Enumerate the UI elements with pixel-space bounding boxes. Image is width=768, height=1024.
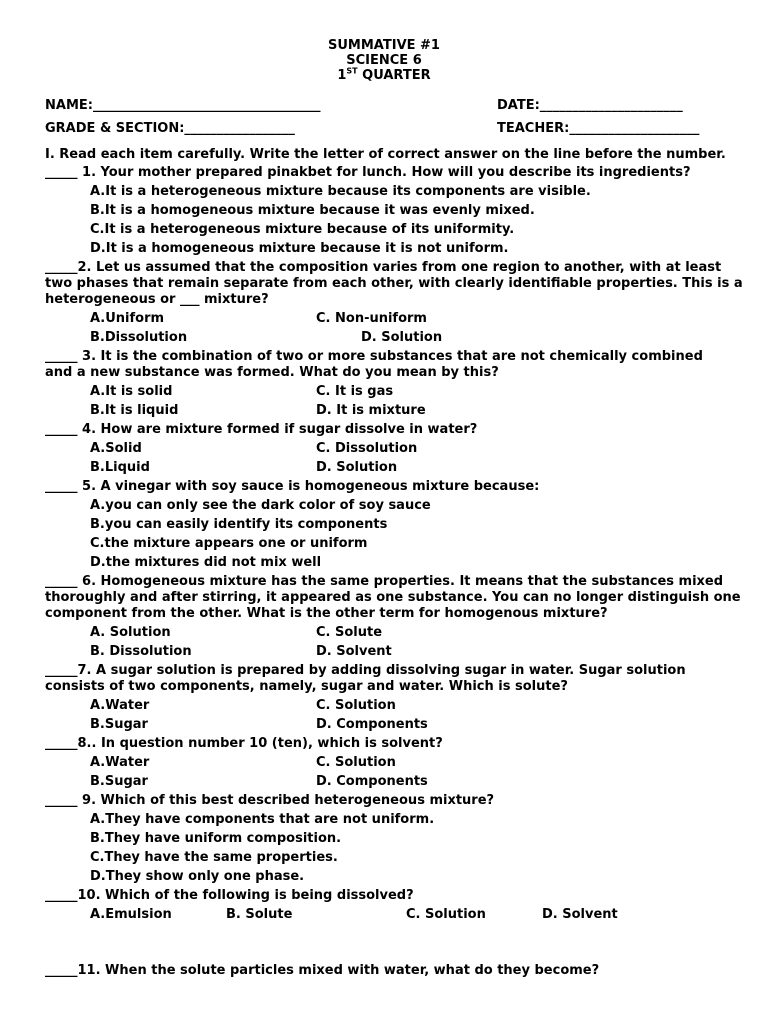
q6-stem-line3: component from the other. What is the other term for homogenous mixture? bbox=[45, 606, 608, 621]
q3-choice-b: B.It is liquid bbox=[90, 403, 179, 418]
q9-choice-a: A.They have components that are not uniform. bbox=[90, 812, 435, 827]
q2-choice-c: C. Non-uniform bbox=[316, 311, 427, 326]
q7-choice-c: C. Solution bbox=[316, 698, 396, 713]
instruction: I. Read each item carefully. Write the letter of correct answer on the line before the number. bbox=[45, 147, 726, 162]
q2-stem-line2: two phases that remain separate from each other, with clearly identifiable properties. This is a bbox=[45, 276, 743, 291]
q10-choice-d: D. Solvent bbox=[542, 907, 618, 922]
grade-section-field[interactable]: GRADE & SECTION:_________________ bbox=[45, 121, 295, 136]
q8-stem: _____8.. In question number 10 (ten), which is solvent? bbox=[45, 736, 443, 751]
q6-choice-d: D. Solvent bbox=[316, 644, 392, 659]
q1-choice-b: B.It is a homogeneous mixture because it was evenly mixed. bbox=[90, 203, 535, 218]
q8-choice-d: D. Components bbox=[316, 774, 428, 789]
q4-choice-d: D. Solution bbox=[316, 460, 398, 475]
q9-stem: _____ 9. Which of this best described heterogeneous mixture? bbox=[45, 793, 495, 808]
q2-choice-d: D. Solution bbox=[361, 330, 443, 345]
q7-choice-a: A.Water bbox=[90, 698, 150, 713]
q2-stem-line1: _____2. Let us assumed that the composition varies from one region to another, with at least bbox=[45, 260, 722, 275]
q5-choice-b: B.you can easily identify its components bbox=[90, 517, 388, 532]
q10-choice-a: A.Emulsion bbox=[90, 907, 172, 922]
q1-choice-a: A.It is a heterogeneous mixture because its components are visible. bbox=[90, 184, 591, 199]
q10-stem: _____10. Which of the following is being dissolved? bbox=[45, 888, 414, 903]
q4-choice-c: C. Dissolution bbox=[316, 441, 418, 456]
exam-title: SUMMATIVE #1 bbox=[328, 38, 440, 53]
quarter-superscript: ST bbox=[346, 66, 358, 76]
q1-stem: _____ 1. Your mother prepared pinakbet for lunch. How will you describe its ingredients? bbox=[45, 165, 691, 180]
q3-choice-c: C. It is gas bbox=[316, 384, 394, 399]
q9-choice-c: C.They have the same properties. bbox=[90, 850, 338, 865]
q6-stem-line2: thoroughly and after stirring, it appeared as one substance. You can no longer distinguish one bbox=[45, 590, 741, 605]
name-field[interactable]: NAME:___________________________________ bbox=[45, 98, 321, 113]
q11-stem: _____11. When the solute particles mixed with water, what do they become? bbox=[45, 963, 600, 978]
q10-choice-b: B. Solute bbox=[226, 907, 293, 922]
q7-stem-line1: _____7. A sugar solution is prepared by adding dissolving sugar in water. Sugar solution bbox=[45, 663, 686, 678]
q3-choice-a: A.It is solid bbox=[90, 384, 173, 399]
exam-subject: SCIENCE 6 bbox=[346, 53, 422, 68]
q5-stem: _____ 5. A vinegar with soy sauce is homogeneous mixture because: bbox=[45, 479, 540, 494]
q2-stem-line3: heterogeneous or ___ mixture? bbox=[45, 292, 269, 307]
q1-choice-d: D.It is a homogeneous mixture because it is not uniform. bbox=[90, 241, 509, 256]
q8-choice-c: C. Solution bbox=[316, 755, 396, 770]
q3-stem-line2: and a new substance was formed. What do you mean by this? bbox=[45, 365, 499, 380]
teacher-field[interactable]: TEACHER:____________________ bbox=[497, 121, 700, 136]
q6-choice-b: B. Dissolution bbox=[90, 644, 192, 659]
q5-choice-d: D.the mixtures did not mix well bbox=[90, 555, 322, 570]
date-field[interactable]: DATE:______________________ bbox=[497, 98, 683, 113]
q6-stem-line1: _____ 6. Homogeneous mixture has the same properties. It means that the substances mixed bbox=[45, 574, 724, 589]
q3-stem-line1: _____ 3. It is the combination of two or more substances that are not chemically combined bbox=[45, 349, 703, 364]
q3-choice-d: D. It is mixture bbox=[316, 403, 426, 418]
q4-choice-a: A.Solid bbox=[90, 441, 142, 456]
quarter-word: QUARTER bbox=[357, 68, 431, 83]
q6-choice-c: C. Solute bbox=[316, 625, 383, 640]
q4-choice-b: B.Liquid bbox=[90, 460, 150, 475]
q9-choice-d: D.They show only one phase. bbox=[90, 869, 305, 884]
q2-choice-a: A.Uniform bbox=[90, 311, 165, 326]
q10-choice-c: C. Solution bbox=[406, 907, 486, 922]
q7-choice-d: D. Components bbox=[316, 717, 428, 732]
q7-choice-b: B.Sugar bbox=[90, 717, 148, 732]
q7-stem-line2: consists of two components, namely, sugar and water. Which is solute? bbox=[45, 679, 568, 694]
exam-quarter bbox=[0, 68, 768, 84]
q8-choice-a: A.Water bbox=[90, 755, 150, 770]
q5-choice-a: A.you can only see the dark color of soy sauce bbox=[90, 498, 431, 513]
q8-choice-b: B.Sugar bbox=[90, 774, 148, 789]
q2-choice-b: B.Dissolution bbox=[90, 330, 188, 345]
q6-choice-a: A. Solution bbox=[90, 625, 171, 640]
q1-choice-c: C.It is a heterogeneous mixture because of its uniformity. bbox=[90, 222, 515, 237]
quarter-number: 1 bbox=[337, 68, 347, 83]
q9-choice-b: B.They have uniform composition. bbox=[90, 831, 342, 846]
q4-stem: _____ 4. How are mixture formed if sugar dissolve in water? bbox=[45, 422, 478, 437]
q5-choice-c: C.the mixture appears one or uniform bbox=[90, 536, 368, 551]
